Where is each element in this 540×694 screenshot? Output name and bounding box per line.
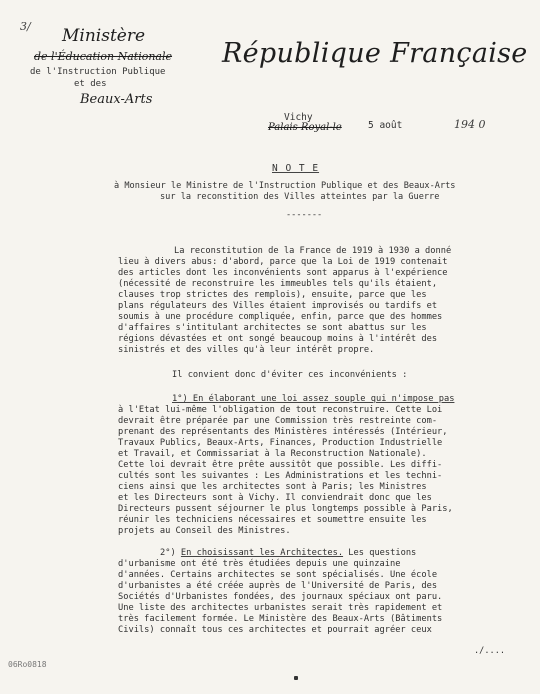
- p4-line: Sociétés d'Urbanistes fondées, des journaux spéciaux ont paru.: [118, 592, 443, 602]
- p1-line: (nécessité de reconstruire les immeubles tels qu'ils étaient,: [118, 279, 438, 289]
- p3-line: Directeurs pussent séjourner le plus longtemps possible à Paris,: [118, 504, 453, 514]
- p3-line: projets au Conseil des Ministres.: [118, 526, 291, 536]
- page-mark: [294, 676, 298, 680]
- p1-line: régions dévastées et ont songé beaucoup moins à l'intérêt des: [118, 334, 438, 344]
- p1-line: clauses trop strictes des remplois), ensuite, parce que les: [118, 290, 427, 300]
- p3-line: et Travail, et Commissariat à la Reconstruction Nationale).: [118, 449, 427, 459]
- p1-line: d'affaires s'intitulant architectes se sont abattus sur les: [118, 323, 427, 333]
- continuation-mark: ./....: [474, 646, 506, 656]
- p4-line: d'urbanistes a été créée auprès de l'Université de Paris, des: [118, 581, 438, 591]
- p3-line: à l'Etat lui-même l'obligation de tout reconstruire. Cette Loi: [118, 405, 443, 415]
- p4-line: Civils) connaît tous ces architectes et pourrait agréer ceux: [118, 625, 432, 635]
- ministry-beaux-arts: Beaux-Arts: [80, 92, 153, 107]
- heading-rule: -------: [286, 210, 323, 220]
- p1-line: lieu à divers abus: d'abord, parce que la Loi de 1919 contenait: [118, 257, 448, 267]
- p4-number: 2°): [160, 548, 181, 558]
- ministry-struck-name: de l'Éducation Nationale: [34, 50, 173, 63]
- note-addressee: à Monsieur le Ministre de l'Instruction Publique et des Beaux-Arts: [114, 181, 456, 191]
- p3-head: 1°) En élaborant une loi assez souple qui n'impose pas: [172, 394, 455, 404]
- p4-line: très facilement formée. Le Ministère des Beaux-Arts (Bâtiments: [118, 614, 443, 624]
- p3-line: Cette loi devrait être prête aussitôt que possible. Les diffi-: [118, 460, 443, 470]
- dateline-city: Vichy: [284, 112, 313, 123]
- p2-line: Il convient donc d'éviter ces inconvénients :: [172, 370, 408, 380]
- p3-line: ciens ainsi que les architectes sont à Paris; les Ministres: [118, 482, 427, 492]
- p3-line: cultés sont les suivantes : Les Administrations et les techni-: [118, 471, 443, 481]
- p4-line: d'urbanisme ont été très étudiées depuis une quinzaine: [118, 559, 401, 569]
- ministry-instruction: de l'Instruction Publique: [30, 67, 166, 77]
- note-subject: sur la reconstition des Villes atteintes par la Guerre: [160, 192, 440, 202]
- dateline-struck-city: Palais Royal-le: [268, 122, 342, 133]
- p1-line: plans régulateurs des Villes étaient improvisés ou tardifs et: [118, 301, 438, 311]
- p3-line: et les Directeurs sont à Vichy. Il conviendrait donc que les: [118, 493, 432, 503]
- p3-line: devrait être préparée par une Commission très restreinte com-: [118, 416, 438, 426]
- p1-line: sinistrés et des villes qu'à leur intérêt propre.: [118, 345, 375, 355]
- p1-line: La reconstitution de la France de 1919 à 1930 a donné: [174, 246, 452, 256]
- ministry-and: et des: [74, 79, 107, 89]
- p4-head-tail: Les questions: [343, 548, 417, 558]
- p3-line: réunir les techniciens nécessaires et soumettre ensuite les: [118, 515, 427, 525]
- republic-heading: République Française: [222, 38, 528, 69]
- archive-stamp: 06Ro0818: [8, 660, 47, 669]
- p4-line: Une liste des architectes urbanistes serait très rapidement et: [118, 603, 443, 613]
- p4-line: d'années. Certains architectes se sont spécialisés. Une école: [118, 570, 438, 580]
- dateline-date: 5 août: [368, 120, 403, 131]
- p1-line: des articles dont les inconvénients sont apparus à l'expérience: [118, 268, 448, 278]
- note-title: N O T E: [272, 163, 320, 174]
- folio-number: 3/: [20, 20, 31, 33]
- p3-line: prenant des représentants des Ministères intéressés (Intérieur,: [118, 427, 448, 437]
- p1-line: soumis à une procédure compliquée, enfin, parce que des hommes: [118, 312, 443, 322]
- ministry-name: Ministère: [62, 26, 146, 46]
- p4-head-row: [160, 548, 416, 558]
- p4-head: En choisissant les Architectes.: [180, 548, 344, 558]
- dateline-year: 194 0: [454, 118, 486, 131]
- p3-line: Travaux Publics, Beaux-Arts, Finances, Production Industrielle: [118, 438, 443, 448]
